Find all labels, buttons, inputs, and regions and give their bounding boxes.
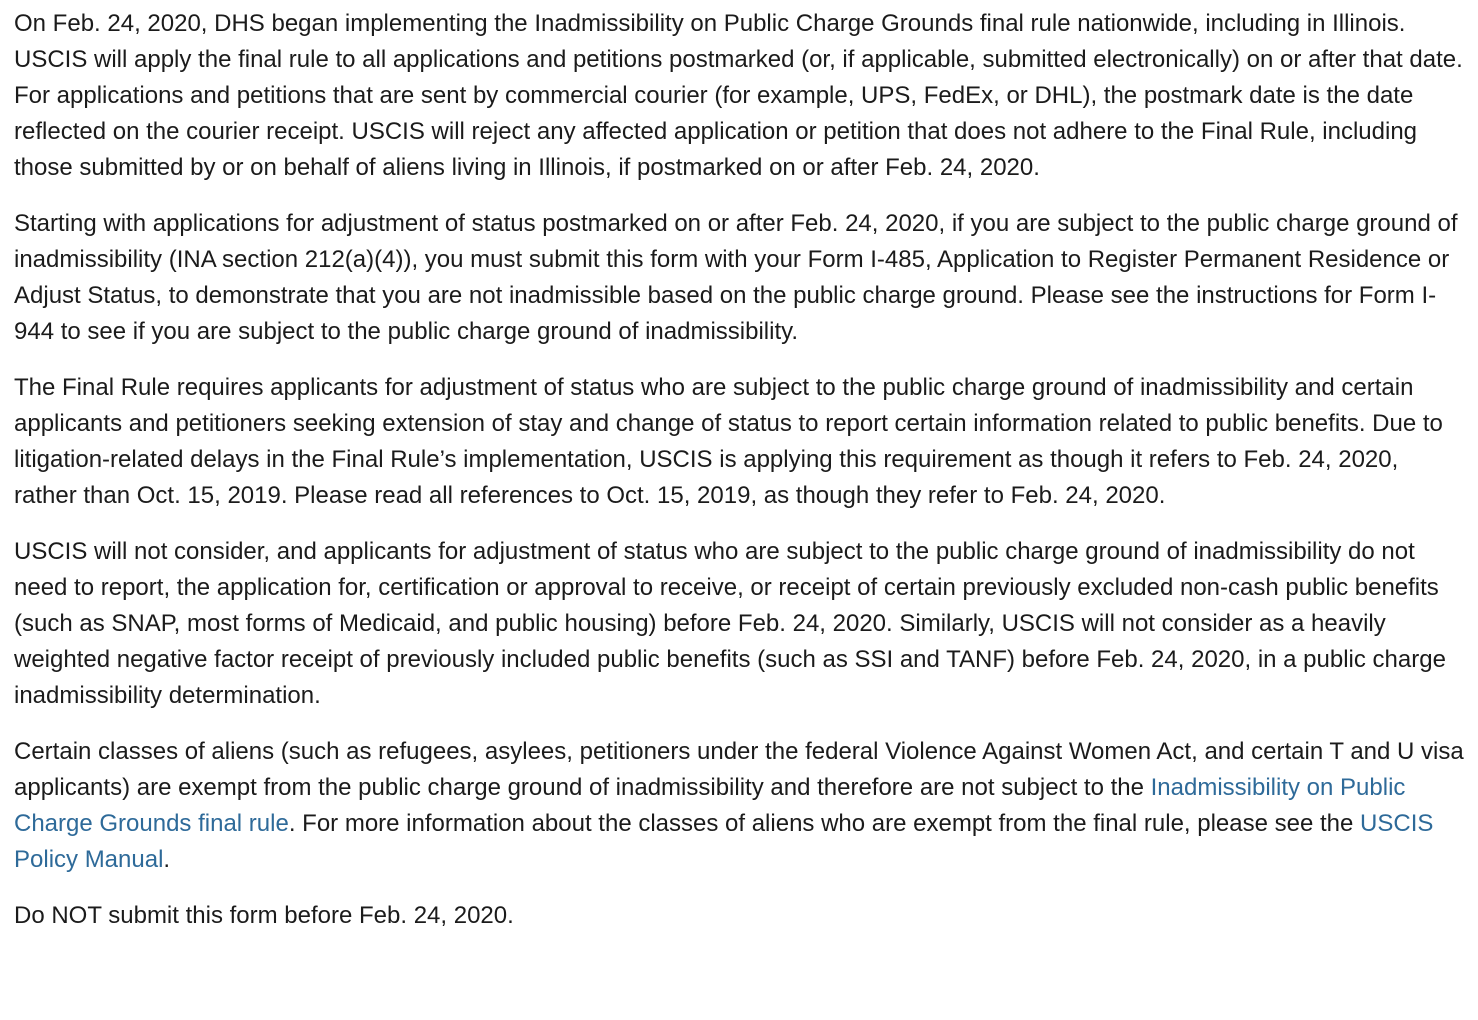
exempt-classes-text-end: . xyxy=(163,846,171,873)
exempt-classes-text-middle: . For more information about the classes of aliens who are exempt from the final rule, please see the xyxy=(288,810,1361,837)
final-rule-link[interactable]: Inadmissibility on Public Charge Grounds final rule xyxy=(14,774,1406,837)
exempt-classes-text: Certain classes of aliens (such as refugees, asylees, petitioners under the federal Violence Against Women Act, and certain T and U visa applicants) are exempt from the public charge ground of inadmissibility and therefore are not subject to the xyxy=(14,738,1464,801)
paragraph-effective-date: On Feb. 24, 2020, DHS began implementing the Inadmissibility on Public Charge Grounds final rule nationwide, including in Illinois. USCIS will apply the final rule to all applications and petitions postmarked (or, if applicable, submitted electronically) on or after that date. For applications and petitions that are sent by commercial courier (for example, UPS, FedEx, or DHL), the postmark date is the date reflected on the courier receipt. USCIS will reject any affected application or petition that does not adhere to the Final Rule, including those submitted by or on behalf of aliens living in Illinois, if postmarked on or after Feb. 24, 2020. xyxy=(14,10,1463,181)
paragraph-exempt-classes xyxy=(14,734,1464,878)
paragraph-excluded-benefits: USCIS will not consider, and applicants for adjustment of status who are subject to the public charge ground of inadmissibility do not need to report, the application for, certification or approval to receive, or receipt of certain previously excluded non-cash public benefits (such as SNAP, most forms of Medicaid, and public housing) before Feb. 24, 2020. Similarly, USCIS will not consider as a heavily weighted negative factor receipt of previously included public benefits (such as SSI and TANF) before Feb. 24, 2020, in a public charge inadmissibility determination. xyxy=(14,538,1446,709)
paragraph-final-rule-requirements: The Final Rule requires applicants for adjustment of status who are subject to the public charge ground of inadmissibility and certain applicants and petitioners seeking extension of stay and change of status to report certain information related to public benefits. Due to litigation-related delays in the Final Rule’s implementation, USCIS is applying this requirement as though it refers to Feb. 24, 2020, rather than Oct. 15, 2019. Please read all references to Oct. 15, 2019, as though they refer to Feb. 24, 2020. xyxy=(14,374,1443,509)
paragraph-adjustment-of-status: Starting with applications for adjustment of status postmarked on or after Feb. 24, 2020, if you are subject to the public charge ground of inadmissibility (INA section 212(a)(4)), you must submit this form with your Form I-485, Application to Register Permanent Residence or Adjust Status, to demonstrate that you are not inadmissible based on the public charge ground. Please see the instructions for Form I-944 to see if you are subject to the public charge ground of inadmissibility. xyxy=(14,210,1458,345)
policy-manual-link[interactable]: USCIS Policy Manual xyxy=(14,810,1434,873)
paragraph-submission-warning: Do NOT submit this form before Feb. 24, 2020. xyxy=(14,902,514,929)
